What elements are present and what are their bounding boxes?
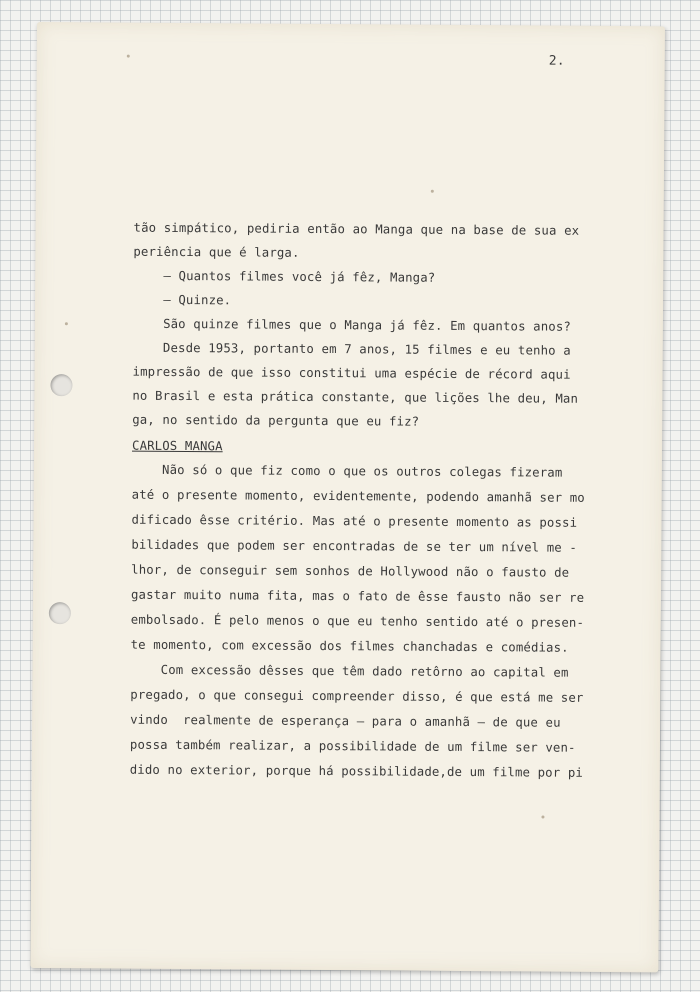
text-line: impressão de que isso constitui uma espécie de récord aqui	[132, 364, 571, 382]
text-line: vindo realmente de esperança — para o amanhã — de que eu	[130, 712, 561, 730]
text-line: tão simpático, pediria então ao Manga que na base de sua ex	[133, 220, 580, 238]
paper-speck	[65, 322, 68, 325]
punch-hole-bottom	[49, 602, 71, 624]
text-line: Desde 1953, portanto em 7 anos, 15 filmes e eu tenho a	[132, 340, 571, 358]
text-line: te momento, com excessão dos filmes chanchadas e comédias.	[130, 637, 569, 655]
text-line: dido no exterior, porque há possibilidade,de um filme por pi	[129, 762, 584, 780]
text-line: pregado, o que consegui compreender disso, é que está me ser	[130, 687, 584, 705]
speaker-name: CARLOS MANGA	[131, 438, 223, 454]
text-line: Não só o que fiz como o que os outros colegas fizeram	[131, 462, 563, 480]
text-line: até o presente momento, evidentemente, podendo amanhã ser mo	[131, 487, 585, 505]
paper-speck	[127, 55, 130, 58]
text-line: lhor, de conseguir sem sonhos de Hollywood não o fausto de	[131, 562, 570, 580]
text-line: bilidades que podem ser encontradas de se ter um nível me -	[131, 537, 578, 555]
text-line: no Brasil e esta prática constante, que lições lhe deu, Man	[132, 388, 579, 406]
text-line: gastar muito numa fita, mas o fato de êsse fausto não ser re	[130, 587, 585, 605]
text-line: dificado êsse critério. Mas até o presente momento as possi	[131, 512, 578, 530]
text-line: — Quinze.	[133, 292, 232, 308]
page-number: 2.	[548, 53, 565, 69]
typewritten-page	[30, 22, 665, 972]
text-line: São quinze filmes que o Manga já fêz. Em quantos anos?	[132, 316, 572, 334]
text-line: periência que é larga.	[133, 244, 300, 260]
paper-speck	[431, 190, 434, 193]
punch-hole-top	[50, 374, 72, 396]
paper-speck	[541, 816, 544, 819]
text-line: — Quantos filmes você já fêz, Manga?	[133, 268, 436, 285]
text-line: embolsado. É pelo menos o que eu tenho sentido até o presen-	[130, 612, 585, 630]
text-line: ga, no sentido da pergunta que eu fiz?	[132, 412, 420, 429]
text-line: possa também realizar, a possibilidade de um filme ser ven-	[129, 737, 576, 755]
text-line: Com excessão dêsses que têm dado retôrno ao capital em	[130, 662, 569, 680]
